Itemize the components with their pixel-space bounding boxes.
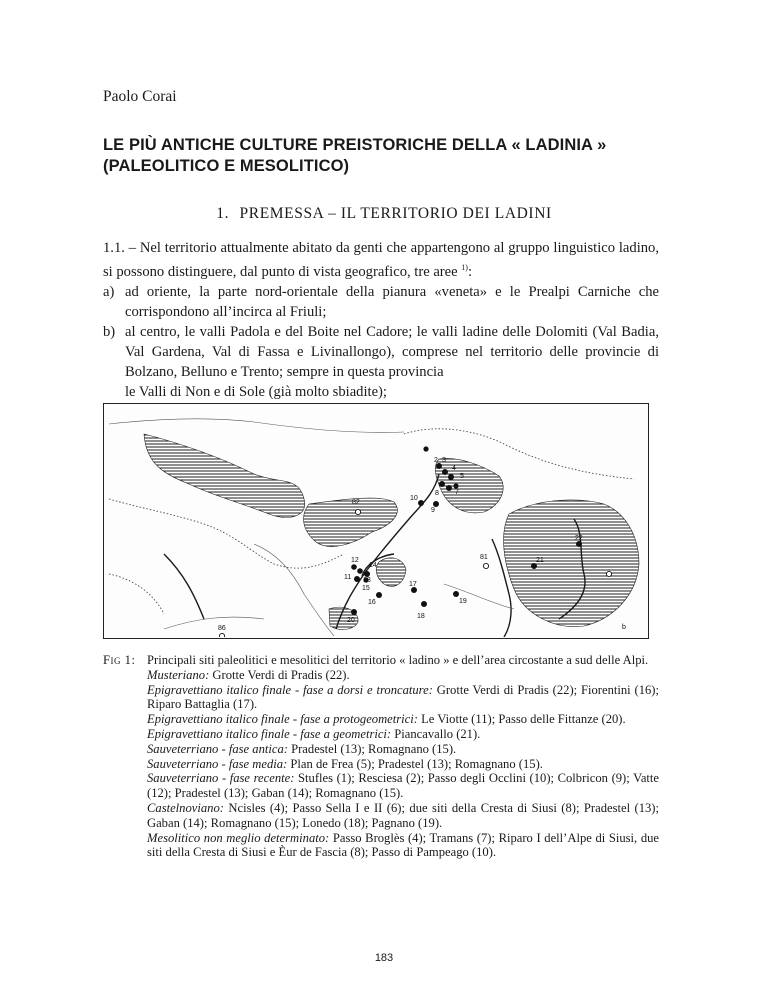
site-label: 17 [409,581,417,588]
caption-entry [147,771,659,801]
paragraph-number: 1.1. [103,240,125,256]
list-label: b) [103,323,116,340]
paragraph-text: – Nel territorio attualmente abitato da genti che appartengono al gruppo linguistico ladino, si possono distinguere, dal punto di vista geografico, tre aree [103,240,659,280]
page-number: 183 [374,952,394,964]
caption-entry [147,757,659,772]
site-label: 3 [442,457,446,464]
site-label: 5 [460,473,464,480]
site-dot [453,483,458,488]
site-dot [439,481,445,487]
site-dot [453,591,459,597]
site-label: 7 [455,489,459,496]
caption-entry [147,742,659,757]
hatched-area [435,458,503,512]
paragraph-1-1 [103,238,659,282]
site-dot [418,500,424,506]
caption-body [147,653,659,860]
site-label: 8 [435,490,439,497]
culture-name: Sauveterriano - fase recente: [147,771,295,786]
site-label: 22 [575,535,583,542]
hatched-area [376,558,406,586]
culture-name: Epigravettiano italico finale - fase a protogeometrici: [147,712,418,727]
site-dot [357,568,363,574]
hatched-area [144,434,305,518]
section-heading [0,205,768,223]
site-label: 82 [352,499,360,506]
site-label: 86 [218,625,226,632]
hatched-area [304,498,398,546]
list-text: al centro, le valli Padola e del Boite nel Cadore; le valli ladine delle Dolomiti (Val Badia, Val Gardena, Val di Fassa e Livinallongo), comprese nel territorio delle provincie di Bolzano, Belluno e Trento; sempre in questa provincia [125,323,659,380]
figure-caption [103,653,659,860]
culture-sites: Plan de Frea (5); Pradestel (13); Romagnano (15). [290,756,543,771]
section-number: 1. [216,205,230,222]
site-label: 14 [369,562,377,569]
caption-entry [147,727,659,742]
site-open-circle [219,633,224,637]
list-text: ad oriente, la parte nord-orientale della pianura «veneta» e le Prealpi Carniche che corrispondono all’incirca al Friuli; [125,283,659,320]
footnote-ref: 1) [461,263,468,272]
site-label: 18 [417,613,425,620]
title-line-2: (PALEOLITICO E MESOLITICO) [103,157,350,175]
caption-entry [147,668,659,683]
hatched-area [504,500,639,627]
caption-intro: Principali siti paleolitici e mesolitici del territorio « ladino » e dell’area circostante a sud delle Alpi. [147,653,649,667]
list-item-a [103,282,659,322]
caption-entry [147,831,659,861]
culture-name: Musteriano: [147,667,210,682]
site-map-figure [103,403,649,639]
culture-sites: Grotte Verdi di Pradis (22). [212,667,350,682]
site-dot [421,601,427,607]
site-label: 19 [459,598,467,605]
culture-name: Castelnoviano: [147,800,224,815]
culture-sites: Le Viotte (11); Passo delle Fittanze (20). [421,712,626,727]
site-open-circle [355,509,360,514]
list-label: a) [103,283,115,300]
site-dot [354,576,360,582]
site-dot [376,592,382,598]
article-title [103,135,673,177]
section-title: PREMESSA – IL TERRITORIO DEI LADINI [239,205,552,222]
site-open-circle [606,571,611,576]
site-label: 2 [434,457,438,464]
site-label: 11 [344,574,352,581]
site-open-circle [483,563,488,568]
culture-name: Epigravettiano italico finale - fase a dorsi e troncature: [147,682,433,697]
culture-sites: Grotte Verdi di Pradis (22); Fiorentini (16); Riparo Battaglia (17). [147,682,660,712]
site-label: 4 [452,465,456,472]
site-label: 9 [431,507,435,514]
culture-name: Mesolitico non meglio determinato: [147,830,330,845]
paragraph-colon: : [467,263,473,280]
culture-sites: Ncisles (4); Passo Sella I e II (6); due siti della Cresta di Siusi (8); Pradestel (13); Gaban (14); Romagnano (15); Lonedo (18); Pagnano (19). [147,800,659,830]
site-label: 81 [480,554,488,561]
culture-name: Sauveterriano - fase antica: [147,741,288,756]
site-dot [351,564,357,570]
site-label: 21 [536,557,544,564]
culture-sites: Pradestel (13); Romagnano (15). [291,741,457,756]
site-label: 20 [347,617,355,624]
caption-entry [147,801,659,831]
caption-label: Fig 1: [103,653,136,667]
site-label: 12 [351,557,359,564]
body-text [103,238,659,402]
list-item-b [103,322,659,382]
caption-entry [147,712,659,727]
culture-sites: Passo Broglès (4); Tramans (7); Riparo I dell’Alpe di Siusi, due siti della Cresta di Siusi e Èur de Fascia (8); Passo di Pampeago (10). [147,830,660,860]
title-line-1: LE PIÙ ANTICHE CULTURE PREISTORICHE DELLA « LADINIA » [103,136,607,154]
site-label: 6 [448,475,452,482]
site-dot [351,609,357,615]
caption-entry [147,683,659,713]
site-label: 16 [368,599,376,606]
site-map [104,404,647,637]
site-label: 15 [362,585,370,592]
list-continuation: le Valli di Non e di Sole (già molto sbiadite); [125,383,387,400]
culture-name: Sauveterriano - fase media: [147,756,288,771]
site-label: 13 [363,577,371,584]
author-name: Paolo Corai [103,88,177,105]
culture-name: Epigravettiano italico finale - fase a geometrici: [147,726,392,741]
site-dot [446,485,452,491]
culture-sites: Stufles (1); Resciesa (2); Passo degli Occlini (10); Colbricon (9); Vatte (12); Pradestel (13); Gaban (14); Romagnano (15). [147,771,659,801]
site-label: 10 [410,495,418,502]
map-corner-text: b [622,624,626,631]
site-dot [423,446,428,451]
culture-sites: Piancavallo (21). [394,726,481,741]
